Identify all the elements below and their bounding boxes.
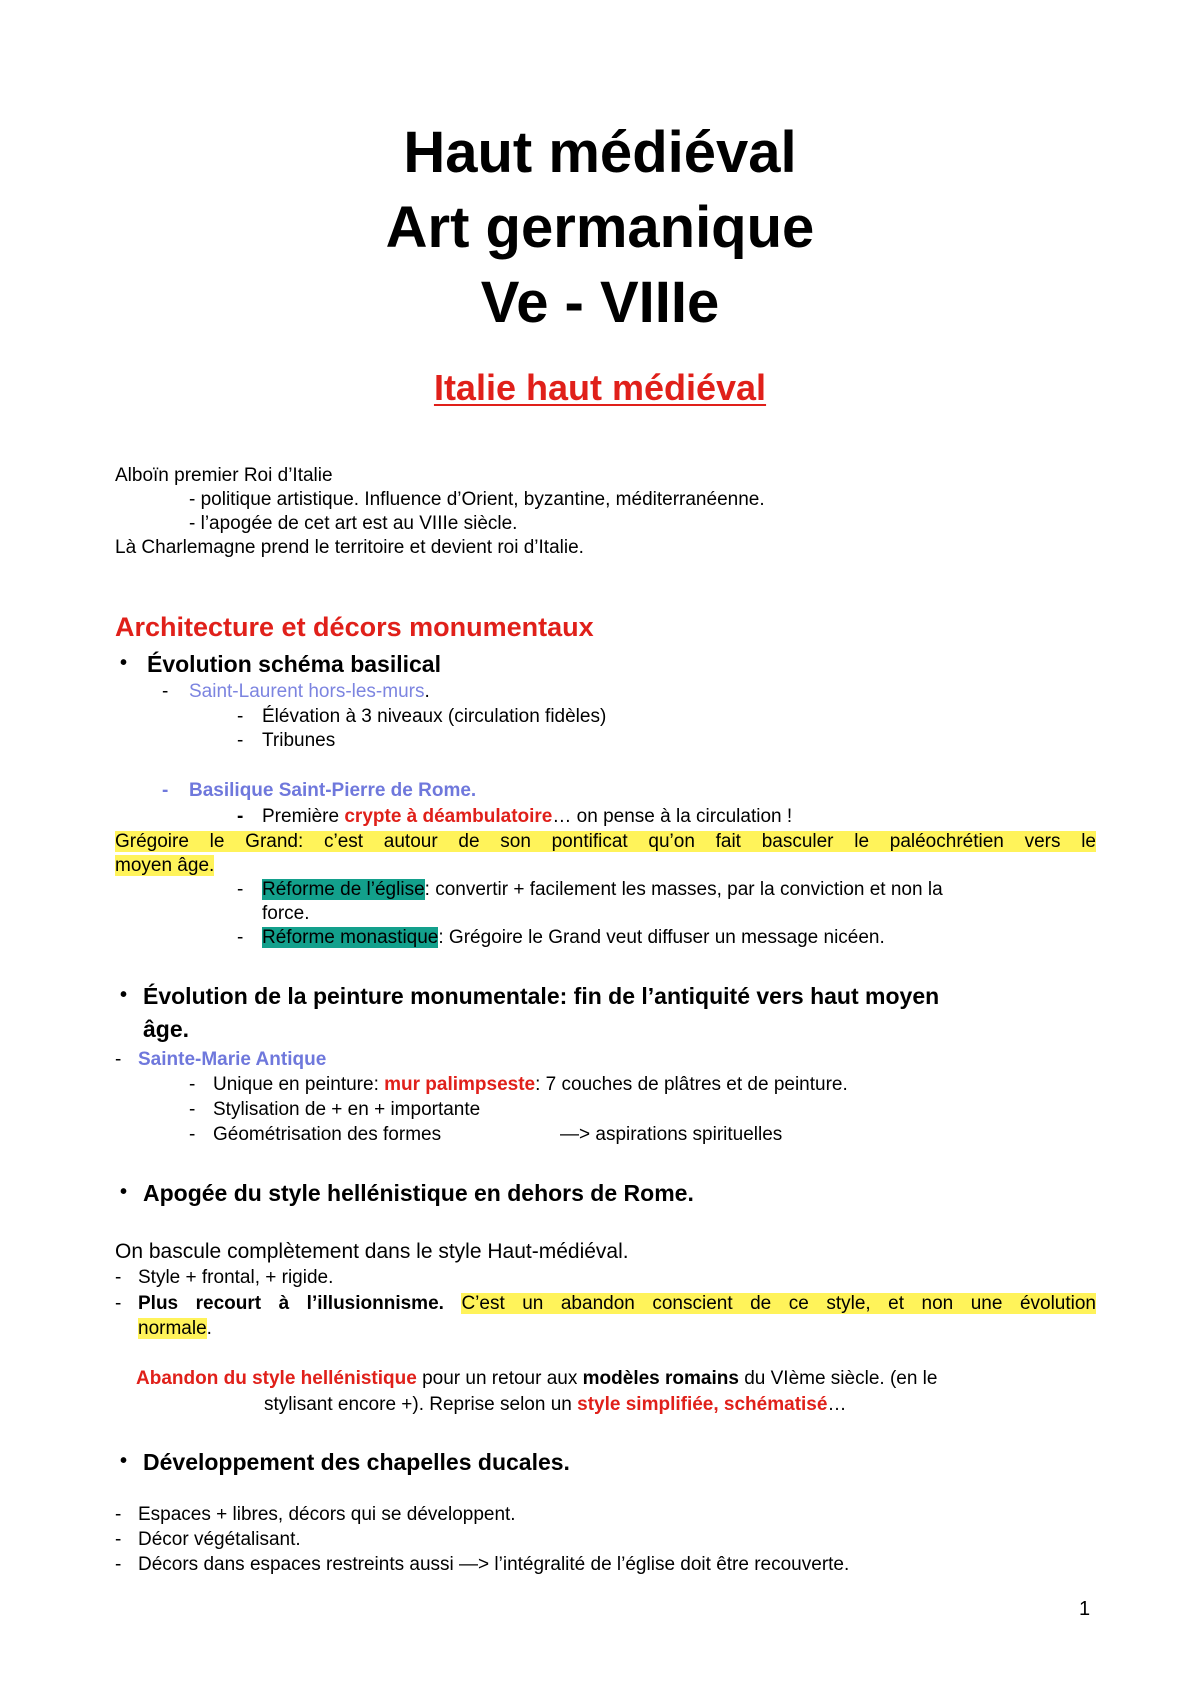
dash-marker: - — [162, 681, 169, 702]
dash-marker: - — [115, 1554, 122, 1575]
crypte-highlight: crypte à déambulatoire — [344, 806, 553, 827]
dash-marker: - — [115, 1293, 122, 1314]
unique-post-text: : 7 couches de plâtres et de peinture. — [535, 1074, 848, 1095]
saint-laurent-link: Saint-Laurent hors-les-murs — [189, 681, 425, 702]
abandon-mid-text: pour un retour aux — [416, 1368, 583, 1389]
item-sainte-marie-antique: Sainte-Marie Antique — [138, 1049, 327, 1070]
item-tribunes: Tribunes — [262, 730, 336, 751]
item-unique-peinture — [213, 1073, 848, 1097]
item-decor-vegetalisant: Décor végétalisant. — [138, 1529, 301, 1550]
on-bascule-text: On bascule complètement dans le style Haut-médiéval. — [115, 1240, 629, 1263]
item-style-frontal: Style + frontal, + rigide. — [138, 1267, 334, 1288]
bullet-evolution-peinture-l1: Évolution de la peinture monumentale: fin de l’antiquité vers haut moyen — [143, 983, 940, 1009]
item-aspirations: —> aspirations spirituelles — [560, 1124, 783, 1145]
intro-line-2: - politique artistique. Influence d’Orient, byzantine, méditerranéenne. — [189, 489, 765, 510]
abandon-style-highlight: Abandon du style hellénistique — [136, 1368, 417, 1389]
abandon-highlight-2: normale — [138, 1318, 207, 1339]
abandon-end-text: du VIème siècle. (en le — [738, 1368, 938, 1389]
item-stylisation: Stylisation de + en + importante — [213, 1099, 481, 1120]
modeles-romains-bold: modèles romains — [582, 1368, 739, 1389]
title-line-2: Art germanique — [385, 195, 815, 260]
item-basilique-saint-pierre: Basilique Saint-Pierre de Rome. — [189, 780, 477, 801]
page-number: 1 — [1079, 1598, 1091, 1620]
bullet-marker: • — [120, 984, 128, 1006]
subtitle: Italie haut médiéval — [433, 367, 767, 408]
stylisant-text: stylisant encore +). Reprise selon un — [264, 1394, 578, 1415]
reforme-monastique-text: : Grégoire le Grand veut diffuser un message nicéen. — [438, 927, 885, 948]
item-plus-recourt — [138, 1292, 1096, 1316]
dash-marker: - — [189, 1074, 196, 1095]
unique-pre-text: Unique en peinture: — [213, 1074, 385, 1095]
dash-marker: - — [115, 1529, 122, 1550]
ellipsis-text: … — [827, 1394, 847, 1415]
item-reforme-eglise-cont: force. — [262, 903, 310, 924]
abandon-paragraph-line-2 — [264, 1393, 846, 1417]
reforme-monastique-highlight: Réforme monastique — [262, 927, 439, 948]
item-reforme-monastique — [262, 926, 885, 950]
item-geometrisation: Géométrisation des formes — [213, 1124, 442, 1145]
premiere-post-text: … on pense à la circulation ! — [552, 806, 793, 827]
abandon-highlight-1: C’est un abandon conscient de ce style, et non une évolution — [461, 1293, 1096, 1314]
dash-marker: - — [115, 1504, 122, 1525]
abandon-paragraph-line-1 — [136, 1367, 937, 1391]
style-simplifiee-highlight: style simplifiée, schématisé — [577, 1394, 828, 1415]
dash-marker: - — [189, 1099, 196, 1120]
bullet-apogee-hellenistique: Apogée du style hellénistique en dehors de Rome. — [143, 1180, 694, 1206]
item-reforme-eglise — [262, 878, 943, 902]
item-plus-recourt-cont — [138, 1317, 212, 1341]
dash-marker: - — [162, 780, 169, 801]
dash-marker: - — [237, 879, 244, 900]
dash-marker: - — [237, 730, 244, 751]
dash-marker: - — [115, 1049, 122, 1070]
mur-palimpseste-highlight: mur palimpseste — [384, 1074, 536, 1095]
dash-marker: - — [115, 1267, 122, 1288]
gregoire-highlight-1: Grégoire le Grand: c’est autour de son pontificat qu’on fait basculer le paléochrétien vers le — [115, 831, 1096, 852]
title-line-3: Ve - VIIIe — [480, 270, 720, 335]
saint-laurent-dot: . — [424, 681, 430, 702]
dash-marker: - — [237, 706, 244, 727]
item-elevation: Élévation à 3 niveaux (circulation fidèles) — [262, 706, 607, 727]
bullet-marker: • — [120, 1450, 128, 1472]
dash-marker: - — [237, 806, 244, 827]
item-decors-restreints: Décors dans espaces restreints aussi —> l’intégralité de l’église doit être recouverte. — [138, 1554, 850, 1575]
abandon-dot: . — [206, 1318, 212, 1339]
section-heading-architecture: Architecture et décors monumentaux — [115, 612, 594, 642]
premiere-text: Première — [262, 806, 345, 827]
plus-recourt-bold: Plus recourt à l’illusionnisme. — [138, 1293, 444, 1314]
intro-line-3: - l’apogée de cet art est au VIIIe siècle. — [189, 513, 518, 534]
dash-marker: - — [237, 927, 244, 948]
bullet-evolution-schema: Évolution schéma basilical — [147, 651, 441, 677]
item-espaces: Espaces + libres, décors qui se développent. — [138, 1504, 516, 1525]
title-line-1: Haut médiéval — [403, 120, 797, 185]
bullet-chapelles-ducales: Développement des chapelles ducales. — [143, 1449, 570, 1475]
bullet-marker: • — [120, 652, 128, 674]
gregoire-line-2 — [115, 854, 214, 878]
intro-line-1: Alboïn premier Roi d’Italie — [115, 465, 333, 486]
item-premiere-crypte — [262, 805, 792, 829]
intro-line-4: Là Charlemagne prend le territoire et devient roi d’Italie. — [115, 537, 584, 558]
gregoire-highlight-2: moyen âge. — [115, 855, 215, 876]
reforme-eglise-text: : convertir + facilement les masses, par la conviction et non la — [424, 879, 943, 900]
reforme-eglise-highlight: Réforme de l’église — [262, 879, 425, 900]
gregoire-line-1 — [115, 830, 1096, 854]
bullet-evolution-peinture-l2: âge. — [143, 1016, 190, 1042]
bullet-marker: • — [120, 1181, 128, 1203]
dash-marker: - — [189, 1124, 196, 1145]
item-saint-laurent — [189, 680, 430, 704]
